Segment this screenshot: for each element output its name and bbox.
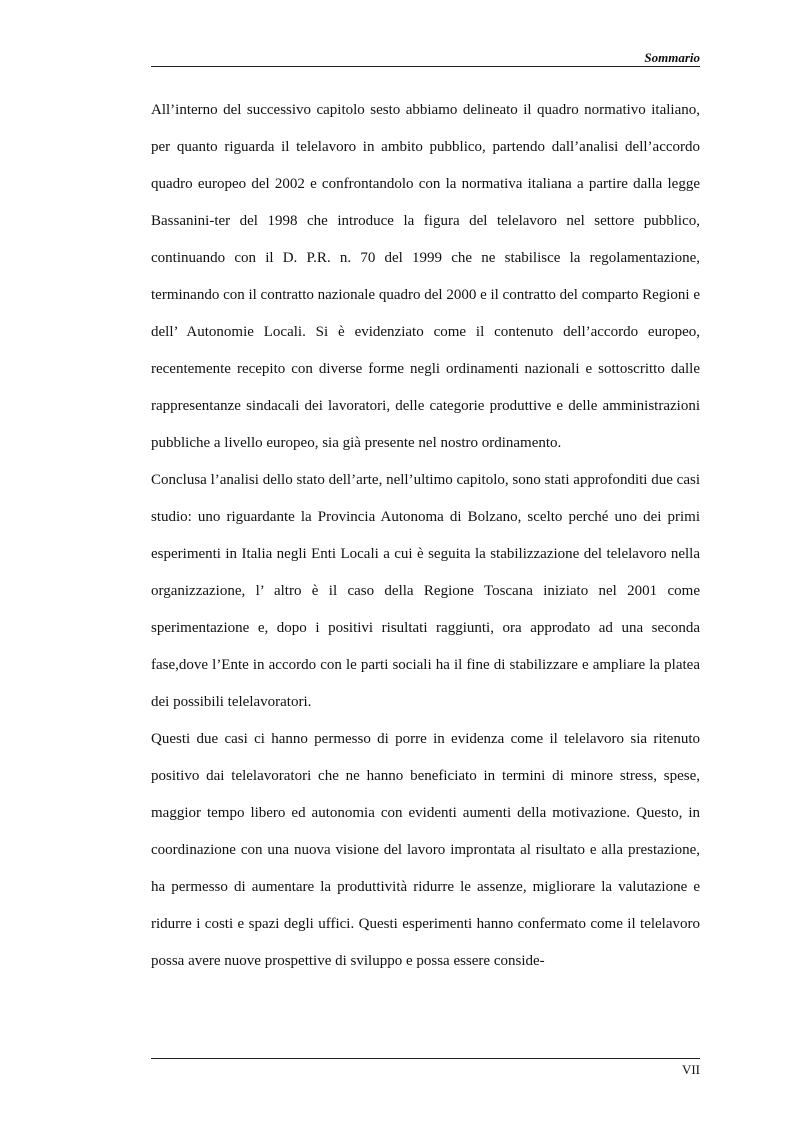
- header-rule: [151, 66, 700, 67]
- page-number: VII: [681, 1062, 700, 1077]
- paragraph-results: Questi due casi ci hanno permesso di porre in evidenza come il telelavoro sia ritenuto positivo dai telelavoratori che ne hanno beneficiato in termini di minore stress, spese, maggior tempo libero ed autonomia con evidenti aumenti della motivazione. Questo, in coordinazione con una nuova visione del lavoro improntata al risultato e alla prestazione, ha permesso di aumentare la produttività ridurre le assenze, migliorare la valutazione e ridurre i costi e spazi degli uffici. Questi esperimenti hanno confermato come il telelavoro possa avere nuove prospettive di sviluppo e possa essere conside-: [151, 731, 700, 969]
- body-text: [151, 92, 700, 980]
- running-header-title: Sommario: [644, 50, 700, 65]
- paragraph-case-studies: Conclusa l’analisi dello stato dell’arte, nell’ultimo capitolo, sono stati approfonditi due casi studio: uno riguardante la Provincia Autonoma di Bolzano, scelto perché uno dei primi esperimenti in Italia negli Enti Locali a cui è seguita la stabilizzazione del telelavoro nella organizzazione, l’ altro è il caso della Regione Toscana iniziato nel 2001 come sperimentazione e, dopo i positivi risultati raggiunti, ora approdato ad una seconda fase,dove l’Ente in accordo con le parti sociali ha il fine di stabilizzare e ampliare la platea dei possibili telelavoratori.: [151, 472, 700, 710]
- footer-rule: [151, 1058, 700, 1059]
- paragraph-legal-framework: All’interno del successivo capitolo sesto abbiamo delineato il quadro normativo italiano, per quanto riguarda il telelavoro in ambito pubblico, partendo dall’analisi dell’accordo quadro europeo del 2002 e confrontandolo con la normativa italiana a partire dalla legge Bassanini-ter del 1998 che introduce la figura del telelavoro nel settore pubblico, continuando con il D. P.R. n. 70 del 1999 che ne stabilisce la regolamentazione, terminando con il contratto nazionale quadro del 2000 e il contratto del comparto Regioni e dell’ Autonomie Locali. Si è evidenziato come il contenuto dell’accordo europeo, recentemente recepito con diverse forme negli ordinamenti nazionali e sottoscritto dalle rappresentanze sindacali dei lavoratori, delle categorie produttive e delle amministrazioni pubbliche a livello europeo, sia già presente nel nostro ordinamento.: [151, 102, 700, 451]
